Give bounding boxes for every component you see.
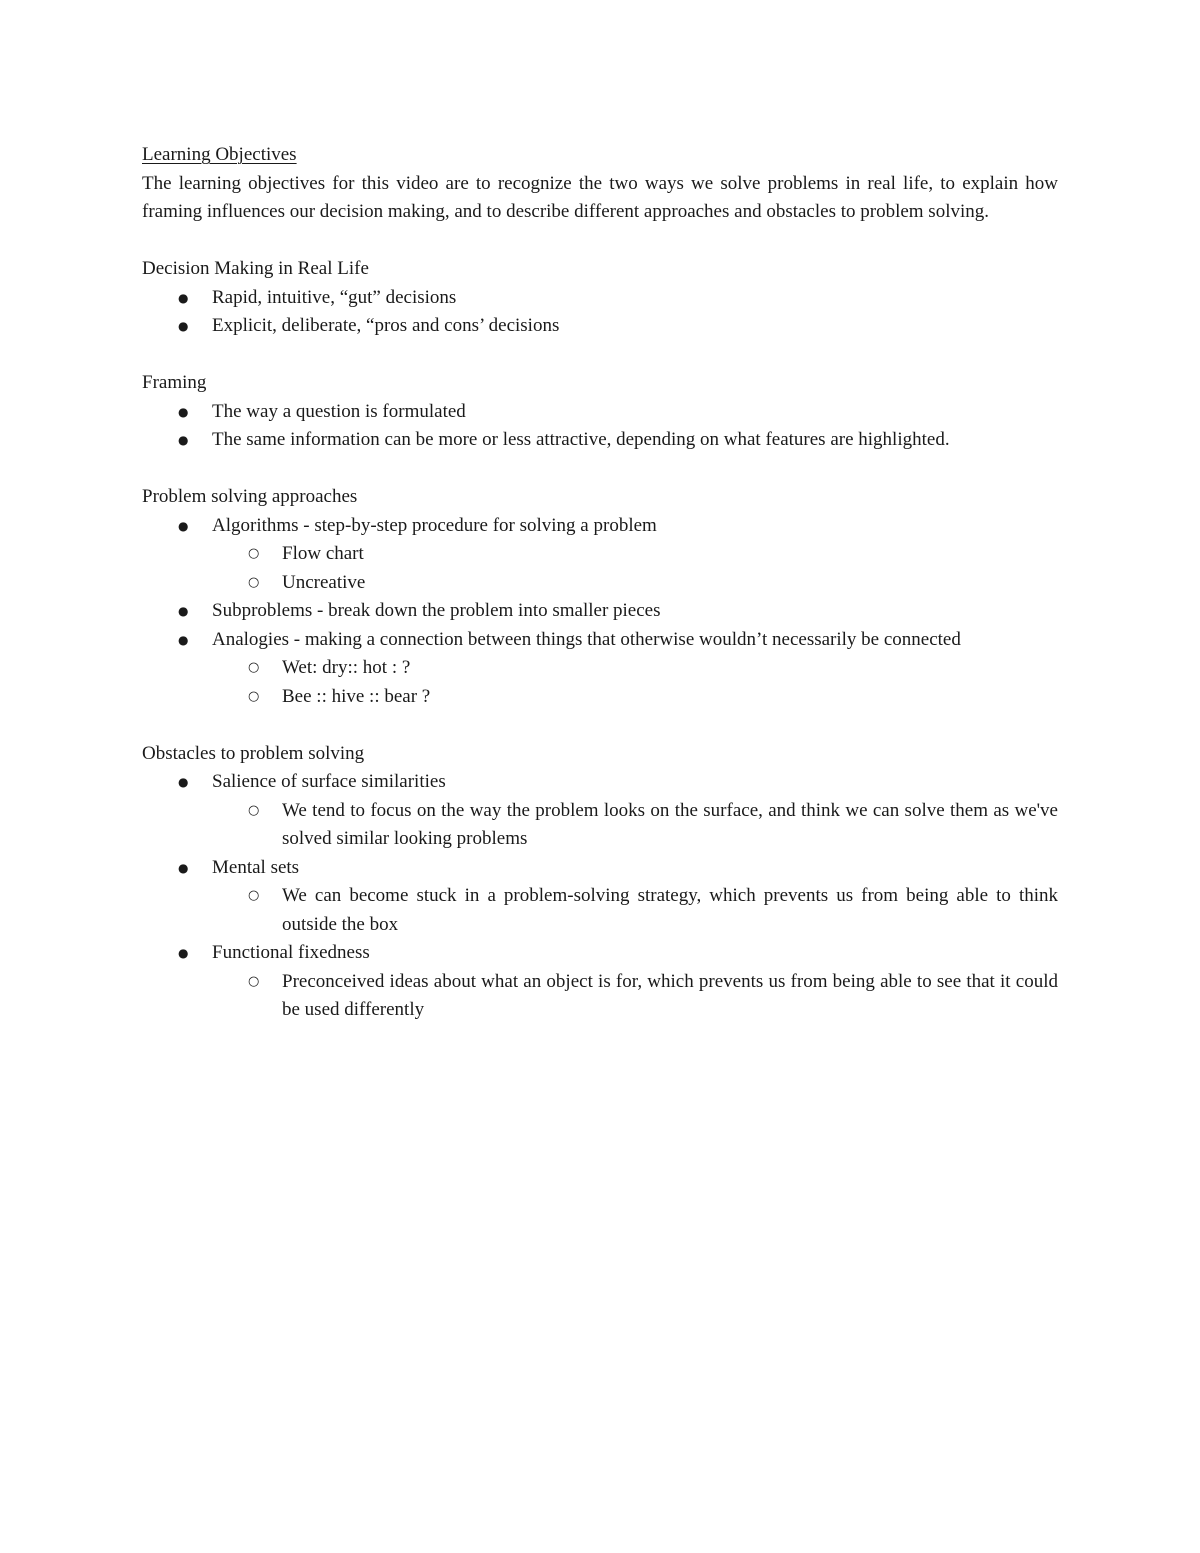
sublist-item (212, 540, 1058, 569)
sublist-item-text: Wet: dry:: hot : ? (282, 657, 411, 678)
hollow-bullet-icon: ○ (248, 802, 260, 818)
sublist-item-text: Uncreative (282, 571, 366, 593)
decision-making-section (142, 255, 1058, 341)
sublist (212, 968, 1058, 1025)
list-item-text: Algorithms - step-by-step procedure for solving a problem (212, 514, 657, 536)
obstacles-title: Obstacles to problem solving (142, 742, 365, 764)
list-item (142, 426, 1058, 455)
framing-title: Framing (142, 372, 207, 393)
list-item (142, 312, 1058, 341)
objectives-section (142, 141, 1058, 227)
document-page (142, 141, 1058, 1025)
hollow-bullet-icon: ○ (248, 688, 260, 704)
bullet-icon: ● (178, 433, 189, 447)
objectives-heading: Learning Objectives (142, 144, 297, 165)
bullet-icon: ● (178, 518, 189, 533)
bullet-icon: ● (178, 604, 189, 618)
hollow-bullet-icon: ○ (248, 546, 260, 561)
list-item-text: The way a question is formulated (212, 400, 466, 422)
bullet-icon: ● (178, 290, 189, 305)
objectives-text: The learning objectives for this video are to recognize the two ways we solve problems in real life, to explain how framing influences our decision making, and to describe different approaches and obstacles to problem solving. (142, 172, 1058, 222)
framing-section (142, 369, 1058, 455)
bullet-icon: ● (178, 319, 189, 333)
sublist-item-text: Preconceived ideas about what an object is for, which prevents us from being able to see that it could be used differently (282, 970, 1058, 1020)
sublist-item-text: We can become stuck in a problem-solving strategy, which prevents us from being able to think outside the box (282, 885, 1058, 935)
approaches-title: Problem solving approaches (142, 486, 358, 507)
list-item (142, 597, 1058, 626)
list-item-text: Salience of surface similarities (212, 771, 446, 792)
list-item-text: Functional fixedness (212, 942, 370, 963)
approaches-list (142, 512, 1058, 712)
list-item-text: The same information can be more or less attractive, depending on what features are highlighted. (212, 429, 950, 450)
list-item (142, 512, 1058, 598)
sublist-item-text: Bee :: hive :: bear ? (282, 685, 431, 707)
bullet-icon: ● (178, 775, 189, 789)
sublist-item (212, 569, 1058, 598)
hollow-bullet-icon: ○ (248, 888, 260, 903)
obstacles-list (142, 768, 1058, 1025)
list-item-text: Explicit, deliberate, “pros and cons’ decisions (212, 315, 560, 336)
hollow-bullet-icon: ○ (248, 973, 260, 989)
list-item-text: Mental sets (212, 856, 300, 878)
sublist-item (212, 683, 1058, 712)
decision-making-list (142, 284, 1058, 341)
bullet-icon: ● (178, 946, 189, 960)
decision-making-title: Decision Making in Real Life (142, 258, 369, 279)
list-item (142, 284, 1058, 313)
sublist (212, 797, 1058, 854)
sublist-item-text: We tend to focus on the way the problem looks on the surface, and think we can solve them as we've solved similar looking problems (282, 799, 1058, 849)
bullet-icon: ● (178, 632, 189, 647)
list-item (142, 939, 1058, 1025)
bullet-icon: ● (178, 404, 189, 419)
sublist-item (212, 968, 1058, 1025)
sublist-item-text: Flow chart (282, 543, 364, 564)
framing-list (142, 398, 1058, 455)
bullet-icon: ● (178, 860, 189, 875)
list-item (142, 398, 1058, 427)
hollow-bullet-icon: ○ (248, 574, 260, 590)
obstacles-section (142, 740, 1058, 1025)
list-item-text: Rapid, intuitive, “gut” decisions (212, 286, 457, 308)
sublist-item (212, 797, 1058, 854)
sublist (212, 654, 1058, 711)
list-item (142, 854, 1058, 940)
sublist-item (212, 654, 1058, 683)
list-item-text: Analogies - making a connection between things that otherwise wouldn’t necessarily be connected (212, 628, 961, 650)
list-item (142, 626, 1058, 712)
sublist (212, 882, 1058, 939)
list-item-text: Subproblems - break down the problem into smaller pieces (212, 600, 661, 621)
sublist (212, 540, 1058, 597)
sublist-item (212, 882, 1058, 939)
list-item (142, 768, 1058, 854)
hollow-bullet-icon: ○ (248, 660, 260, 675)
approaches-section (142, 483, 1058, 711)
